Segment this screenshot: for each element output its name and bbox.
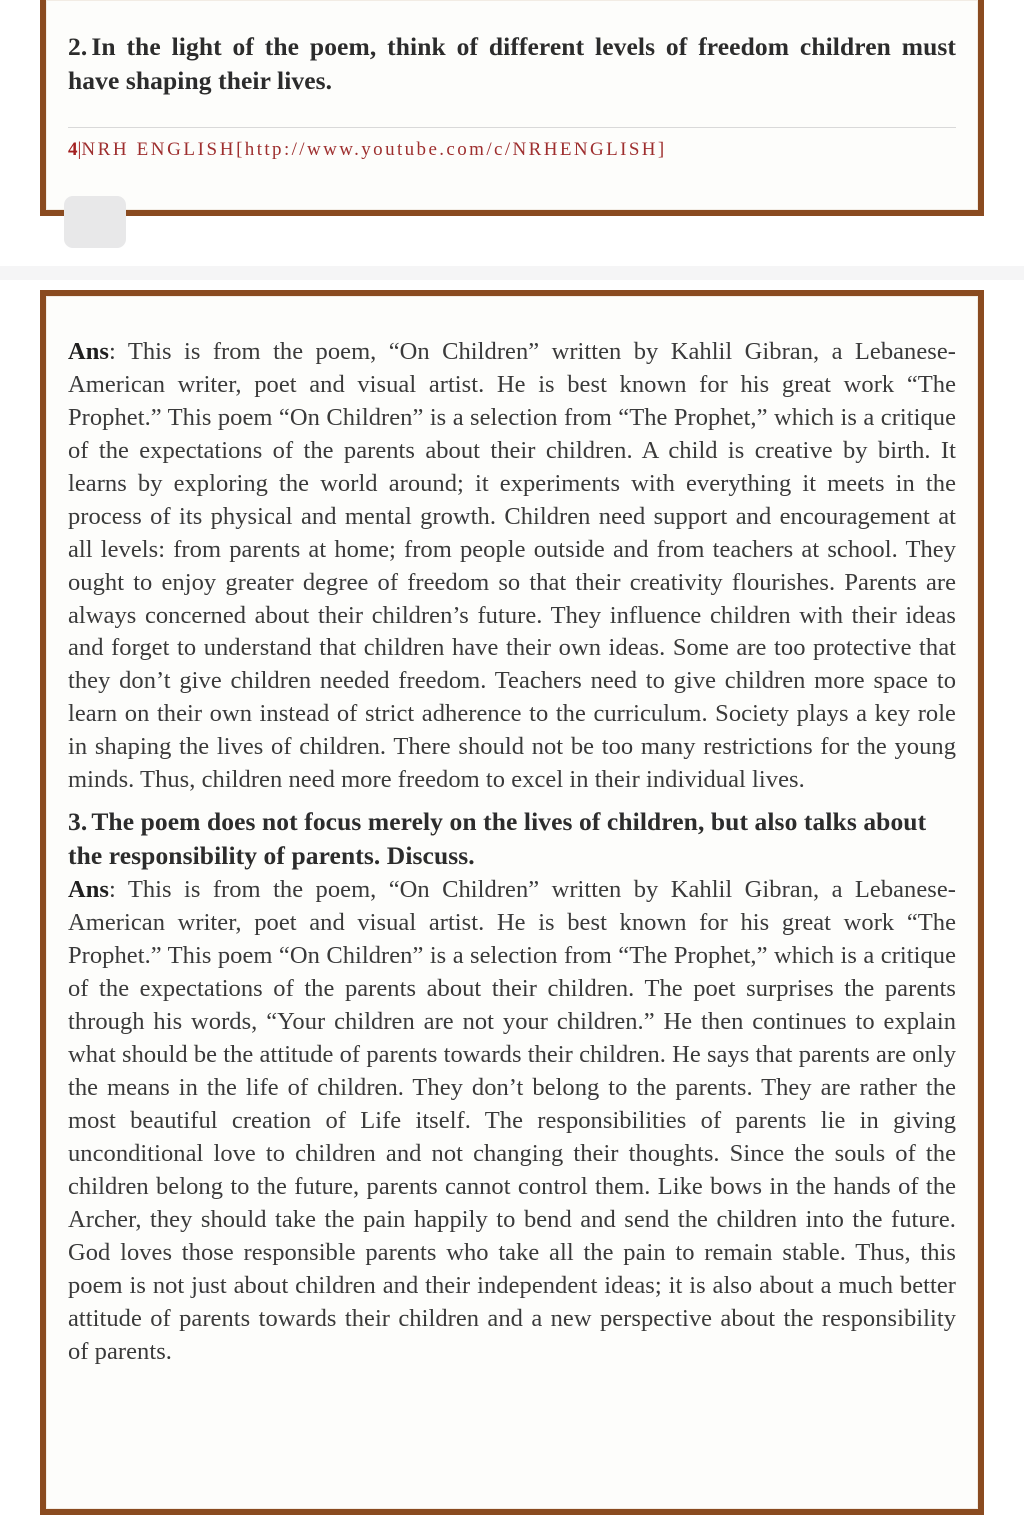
- question-3-heading: [68, 805, 956, 872]
- answer-2-paragraph: [68, 336, 956, 797]
- answer-3-paragraph: [68, 874, 956, 1368]
- page-content-bottom: [46, 296, 978, 1399]
- answer-2-label: Ans: [68, 338, 110, 365]
- question-2-number: 2.: [68, 32, 88, 61]
- page-gap-divider: [0, 216, 1024, 290]
- footer-url[interactable]: [http://www.youtube.com/c/NRHENGLISH]: [236, 139, 667, 161]
- page-content-top: [46, 0, 978, 173]
- page-corner-artifact: [64, 196, 126, 248]
- answer-3-colon: :: [109, 876, 128, 904]
- footer-divider: [68, 127, 956, 128]
- question-2-text: In the light of the poem, think of different levels of freedom children must have shaping their lives.: [68, 32, 956, 95]
- page-footer: [68, 139, 956, 161]
- scanned-page-card-top: [40, 0, 984, 216]
- answer-3-label: Ans: [68, 876, 110, 904]
- footer-separator: |: [77, 139, 82, 161]
- question-3-number: 3.: [68, 807, 88, 837]
- footer-site-name: NRH ENGLISH: [81, 139, 237, 161]
- answer-2-colon: :: [109, 338, 128, 365]
- answer-2-text: This is from the poem, “On Children” written by Kahlil Gibran, a Lebanese-American writer, poet and visual artist. He is best known for his great work “The Prophet.” This poem “On Children” is a selection from “The Prophet,” which is a critique of the expectations of the parents about their children. A child is creative by birth. It learns by exploring the world around; it experiments with everything it meets in the process of its physical and mental growth. Children need support and encouragement at all levels: from parents at home; from people outside and from teachers at school. They ought to enjoy greater degree of freedom so that their creativity flourishes. Parents are always concerned about their children’s future. They influence children with their ideas and forget to understand that children have their own ideas. Some are too protective that they don’t give children needed freedom. Teachers need to give children more space to learn on their own instead of strict adherence to the curriculum. Society plays a key role in shaping the lives of children. There should not be too many restrictions for the young minds. Thus, children need more freedom to excel in their individual lives.: [68, 338, 957, 794]
- answer-3-text: This is from the poem, “On Children” written by Kahlil Gibran, a Lebanese-American writer, poet and visual artist. He is best known for his great work “The Prophet.” This poem “On Children” is a selection from “The Prophet,” which is a critique of the expectations of the parents about their children. The poet surprises the parents through his words, “Your children are not your children.” He then continues to explain what should be the attitude of parents towards their children. He says that parents are only the means in the life of children. They don’t belong to the parents. They are rather the most beautiful creation of Life itself. The responsibilities of parents lie in giving unconditional love to children and not changing their thoughts. Since the souls of the children belong to the future, parents cannot control them. Like bows in the hands of the Archer, they should take the pain happily to bend and send the children into the future. God loves those responsible parents who take all the pain to remain stable. Thus, this poem is not just about children and their independent ideas; it is also about a much better attitude of parents towards their children and a new perspective about the responsibility of parents.: [68, 876, 957, 1365]
- question-3-text: The poem does not focus merely on the lives of children, but also talks about the responsibility of parents. Discuss.: [68, 807, 927, 870]
- footer-page-number: 4: [68, 139, 78, 161]
- scanned-page-card-bottom: [40, 290, 984, 1515]
- question-2-heading: [68, 30, 956, 97]
